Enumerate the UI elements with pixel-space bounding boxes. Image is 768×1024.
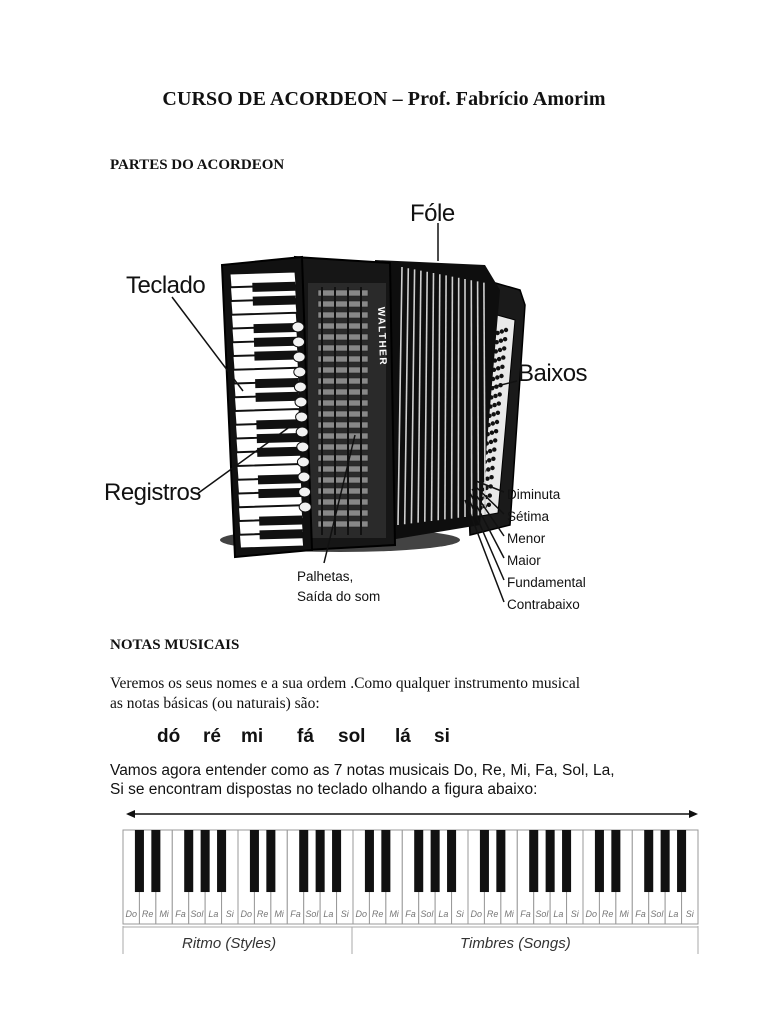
- label-baixos: Baixos: [518, 360, 588, 387]
- bass-button: [486, 467, 490, 471]
- bass-button: [489, 440, 493, 444]
- intro-line-2: as notas básicas (ou naturais) são:: [110, 695, 320, 712]
- bass-button: [500, 365, 504, 369]
- piano-black-key: [496, 830, 505, 892]
- key-name-label: La: [208, 909, 219, 919]
- accordion-black-key: [255, 392, 298, 402]
- key-name-label: Do: [240, 909, 252, 919]
- key-name-label: Fa: [290, 909, 301, 919]
- bass-button: [490, 466, 494, 470]
- register-switch: [299, 487, 311, 497]
- note-si: si: [434, 726, 450, 747]
- bass-button: [495, 420, 499, 424]
- intro-line-1: Veremos os seus nomes e a sua ordem .Como qualquer instrumento musical: [110, 675, 581, 692]
- bass-button: [504, 328, 508, 332]
- label-ritmo: Ritmo (Styles): [182, 935, 277, 952]
- bass-button: [501, 355, 505, 359]
- piano-black-key: [135, 830, 144, 892]
- document-title: CURSO DE ACORDEON – Prof. Fabrício Amorim: [162, 88, 606, 110]
- key-name-label: Fa: [520, 909, 531, 919]
- register-switch: [295, 397, 307, 407]
- bass-button: [492, 403, 496, 407]
- bass-button: [492, 412, 496, 416]
- key-name-label: Re: [486, 909, 499, 919]
- piano-black-key: [546, 830, 555, 892]
- piano-black-key: [266, 830, 275, 892]
- treble-keyboard: [230, 272, 304, 548]
- section-heading-parts: PARTES DO ACORDEON: [110, 157, 285, 173]
- key-name-label: Mi: [389, 909, 399, 919]
- accordion-black-key: [252, 282, 295, 292]
- bass-button: [499, 374, 503, 378]
- register-switch: [298, 472, 310, 482]
- label-teclado: Teclado: [126, 272, 206, 299]
- key-name-label: Sol: [650, 909, 664, 919]
- note-do: dó: [157, 726, 181, 747]
- bass-button: [495, 375, 499, 379]
- label-fole: Fóle: [410, 200, 455, 227]
- piano-black-key: [562, 830, 571, 892]
- bass-button: [503, 337, 507, 341]
- piano-black-key: [414, 830, 423, 892]
- accordion-black-key: [254, 351, 297, 361]
- piano-black-key: [201, 830, 210, 892]
- bass-label-fundamental: Fundamental: [507, 575, 586, 590]
- keyboard-figure: [120, 804, 704, 962]
- bass-button: [497, 357, 501, 361]
- accordion-black-key: [258, 488, 301, 498]
- bass-label-diminuta: Diminuta: [507, 487, 561, 502]
- piano-black-key: [332, 830, 341, 892]
- piano-black-key: [365, 830, 374, 892]
- piano-black-key: [316, 830, 325, 892]
- bass-button: [489, 475, 493, 479]
- key-name-label: Re: [371, 909, 384, 919]
- key-name-label: Si: [455, 909, 464, 919]
- register-switch: [296, 412, 308, 422]
- key-name-label: Si: [340, 909, 349, 919]
- key-name-label: Do: [125, 909, 137, 919]
- register-switch: [297, 442, 309, 452]
- explain-line-2: Si se encontram dispostas no teclado olhando a figura abaixo:: [110, 781, 538, 798]
- key-name-label: Fa: [175, 909, 186, 919]
- bass-button: [490, 431, 494, 435]
- bass-button: [492, 447, 496, 451]
- piano-black-key: [677, 830, 686, 892]
- piano-black-key: [529, 830, 538, 892]
- key-name-label: Sol: [535, 909, 549, 919]
- bass-label-setima: Sétima: [507, 509, 550, 524]
- piano-black-key: [480, 830, 489, 892]
- accordion-black-key: [258, 474, 301, 484]
- register-switch: [292, 322, 304, 332]
- label-palhetas-line1: Palhetas,: [297, 569, 354, 584]
- accordion-black-key: [253, 323, 296, 333]
- bellows-fold: [452, 277, 453, 519]
- piano-black-key: [611, 830, 620, 892]
- bass-button: [493, 438, 497, 442]
- accordion-black-key: [259, 529, 302, 539]
- key-name-label: La: [438, 909, 449, 919]
- bass-button: [488, 449, 492, 453]
- key-name-label: Do: [470, 909, 482, 919]
- key-name-label: Sol: [420, 909, 434, 919]
- piano-black-key: [381, 830, 390, 892]
- key-name-label: Si: [570, 909, 579, 919]
- piano-black-key: [184, 830, 193, 892]
- bass-row-labels: [507, 484, 586, 616]
- accordion-black-key: [255, 378, 298, 388]
- brand-logo: WALTHER: [375, 306, 389, 367]
- bass-button: [496, 366, 500, 370]
- key-name-label: Mi: [274, 909, 284, 919]
- bass-button: [488, 493, 492, 497]
- register-switch: [294, 367, 306, 377]
- piano-black-key: [250, 830, 259, 892]
- key-name-label: Mi: [504, 909, 514, 919]
- key-name-label: Re: [256, 909, 269, 919]
- bass-button: [485, 477, 489, 481]
- register-switch: [293, 352, 305, 362]
- bass-button: [498, 348, 502, 352]
- piano-black-key: [447, 830, 456, 892]
- label-palhetas: [297, 567, 380, 607]
- key-name-label: Sol: [190, 909, 204, 919]
- bass-button: [487, 458, 491, 462]
- bass-button: [487, 503, 491, 507]
- piano-black-key: [151, 830, 160, 892]
- bass-label-menor: Menor: [507, 531, 546, 546]
- accordion-black-key: [253, 296, 296, 306]
- piano-black-key: [299, 830, 308, 892]
- key-name-label: Fa: [405, 909, 416, 919]
- register-switch: [297, 457, 309, 467]
- note-mi: mi: [241, 726, 264, 747]
- bellows-fold: [478, 281, 479, 515]
- intro-paragraph: [110, 674, 670, 714]
- bass-button: [497, 401, 501, 405]
- label-registros: Registros: [104, 479, 201, 506]
- bass-button: [494, 429, 498, 433]
- key-name-label: Si: [225, 909, 234, 919]
- key-name-label: Do: [355, 909, 367, 919]
- note-sol: sol: [338, 726, 366, 747]
- piano-black-key: [431, 830, 440, 892]
- piano-black-key: [644, 830, 653, 892]
- piano-black-key: [595, 830, 604, 892]
- explain-line-1: Vamos agora entender como as 7 notas musicais Do, Re, Mi, Fa, Sol, La,: [110, 762, 615, 779]
- bass-button: [502, 346, 506, 350]
- key-name-label: Mi: [619, 909, 629, 919]
- key-name-label: Si: [685, 909, 694, 919]
- key-name-label: Re: [601, 909, 614, 919]
- bass-button: [491, 457, 495, 461]
- key-name-label: La: [553, 909, 564, 919]
- bass-label-maior: Maior: [507, 553, 541, 568]
- bass-button: [498, 392, 502, 396]
- bass-button: [491, 421, 495, 425]
- note-re: ré: [203, 726, 221, 747]
- key-name-label: Sol: [305, 909, 319, 919]
- bass-label-contrabaixo: Contrabaixo: [507, 597, 580, 612]
- range-arrow: [126, 810, 698, 818]
- key-name-label: Fa: [635, 909, 646, 919]
- bass-button: [499, 339, 503, 343]
- label-palhetas-line2: Saída do som: [297, 589, 381, 604]
- key-name-label: Do: [585, 909, 597, 919]
- register-switch: [293, 337, 305, 347]
- bass-button: [500, 329, 504, 333]
- note-la: lá: [395, 726, 411, 747]
- section-heading-notes: NOTAS MUSICAIS: [110, 637, 240, 653]
- accordion-diagram: [90, 195, 650, 615]
- label-timbres: Timbres (Songs): [460, 935, 571, 952]
- key-name-label: Mi: [159, 909, 169, 919]
- bass-button: [493, 394, 497, 398]
- piano-black-key: [661, 830, 670, 892]
- accordion-black-key: [257, 447, 300, 457]
- piano-black-key: [217, 830, 226, 892]
- note-fa: fá: [297, 726, 314, 747]
- register-switch: [299, 502, 311, 512]
- key-name-label: La: [323, 909, 334, 919]
- explain-paragraph: [110, 761, 700, 799]
- accordion-black-key: [254, 337, 297, 347]
- bass-button: [496, 411, 500, 415]
- register-switch: [294, 382, 306, 392]
- key-name-label: La: [668, 909, 679, 919]
- key-name-label: Re: [141, 909, 154, 919]
- register-switch: [296, 427, 308, 437]
- accordion-black-key: [259, 516, 302, 526]
